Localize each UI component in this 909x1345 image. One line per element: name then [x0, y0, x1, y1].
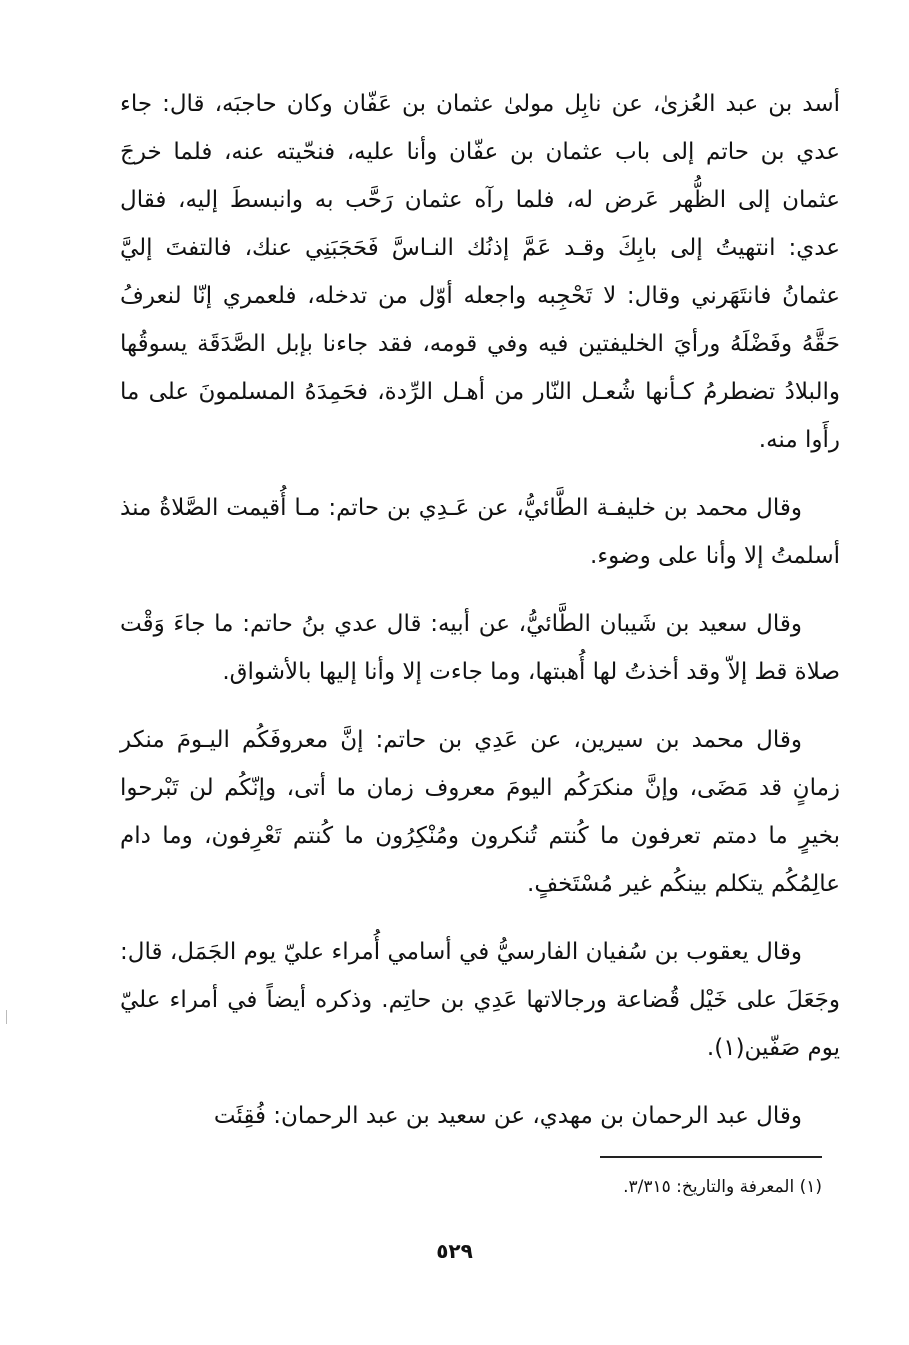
- page-number: ٥٢٩: [436, 1239, 473, 1263]
- paragraph-6: وقال عبد الرحمان بن مهدي، عن سعيد بن عبد الرحمان: فُقِئَت: [213, 1103, 802, 1129]
- scan-margin-mark: [6, 1010, 7, 1024]
- paragraph-3: وقال سعيد بن شَيبان الطَّائيُّ، عن أبيه: قال عدي بنُ حاتم: ما جاءَ وَقْت صلاة قط إلاّ وقد أخذتُ لها أُهبتها، وما جاءت إلا وأنا إليها بالأشواق.: [120, 611, 840, 685]
- paragraph-2: وقال محمد بن خليفـة الطَّائيُّ، عن عَـدِي بن حاتم: مـا أُقيمت الصَّلاةُ منذ أسلمتُ إلا وأنا على وضوء.: [120, 495, 840, 569]
- paragraph-1: أسد بن عبد العُزىٰ، عن نابِل مولىٰ عثمان بن عَفّان وكان حاجبَه، قال: جاء عدي بن حاتم إلى باب عثمان بن عفّان وأنا عليه، فنحّيته عنه، فلما خرجَ عثمان إلى الظُّهر عَرض له، فلما رآه عثمان رَحَّب به وانبسطَ إليه، فقال عدي: انتهيتُ إلى بابِكَ وقـد عَمَّ إذنُك النـاسَّ فَحَجَبَنِي عنك، فالتفتَ إليَّ عثمانُ فانتَهَرني وقال: لا تَحْجِبه واجعله أوّل من تدخله، فلعمري إنّا لنعرفُ حَقَّهُ وفَضْلَهُ ورأيَ الخليفتين فيه وفي قومه، فقد جاءنا بإبل الصَّدَقَة يسوقُها والبلادُ تضطرمُ كـأنها شُعـل النّار من أهـل الرِّدة، فحَمِدَهُ المسلمونَ على ما رأَوا منه.: [120, 91, 840, 453]
- main-text: [120, 80, 840, 1160]
- paragraph-5: وقال يعقوب بن سُفيان الفارسيُّ في أسامي أُمراء عليّ يوم الجَمَل، قال: وجَعَلَ على خَيْل قُضاعة ورجالاتها عَدِي بن حاتِم. وذكره أيضاً في أمراء عليّ يوم صَفّين(١).: [120, 939, 840, 1061]
- footnote: (١) المعرفة والتاريخ: ٣/٣١٥.: [623, 1177, 822, 1197]
- paragraph-4: وقال محمد بن سيرين، عن عَدِي بن حاتم: إنَّ معروفَكُم اليـومَ منكر زمانٍ قد مَضَى، وإنَّ منكرَكُم اليومَ معروف زمان ما أتى، وإنّكُم لن تَبْرحوا بخيرٍ ما دمتم تعرفون ما كُنتم تُنكرون ومُنْكِرُون ما كُنتم تَعْرِفون، وما دام عالِمُكُم يتكلم بينكُم غير مُسْتَخفٍ.: [120, 727, 840, 897]
- footnote-divider: [600, 1156, 822, 1158]
